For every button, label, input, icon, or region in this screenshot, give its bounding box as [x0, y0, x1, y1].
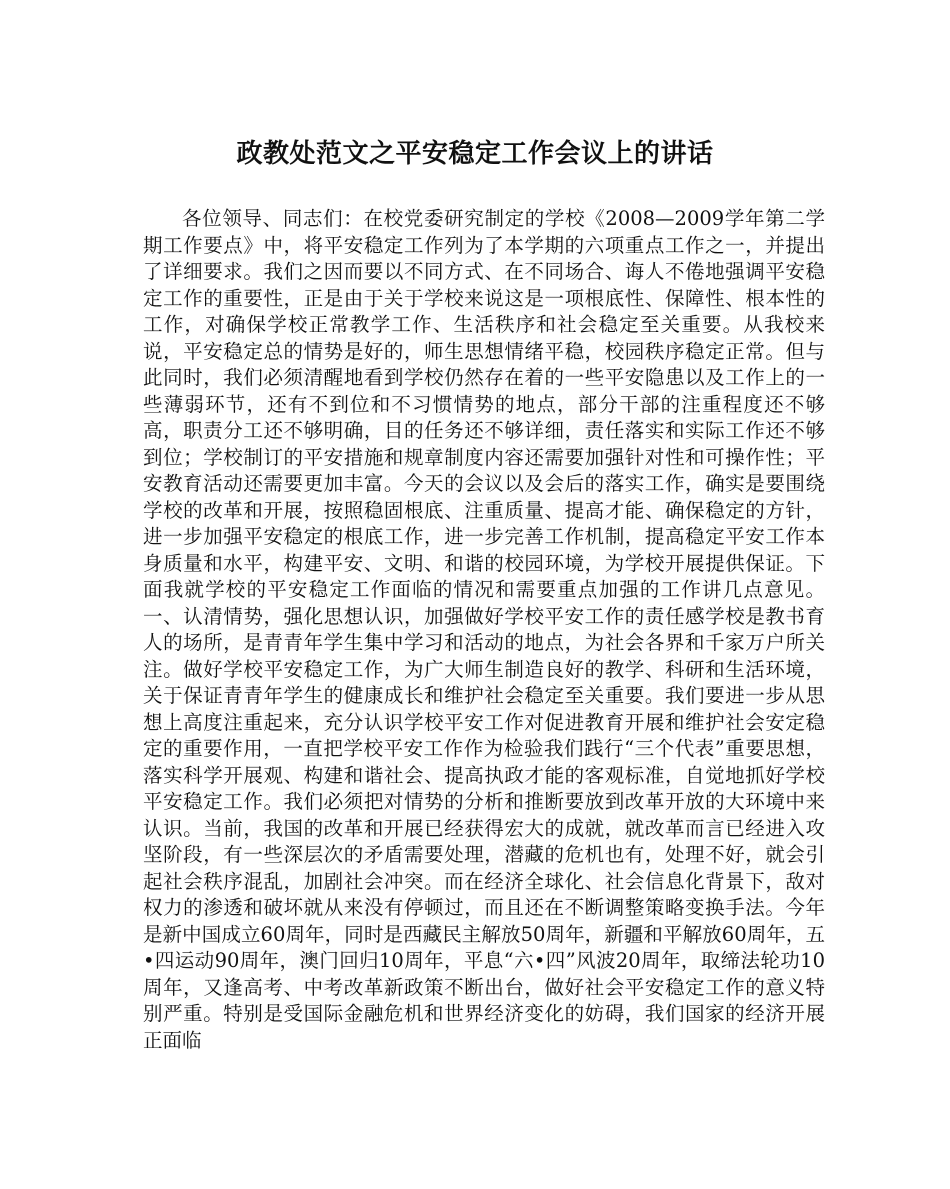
document-body-paragraph: 各位领导、同志们：在校党委研究制定的学校《2008—2009学年第二学期工作要点》中，将平安稳定工作列为了本学期的六项重点工作之一，并提出了详细要求。我们之因而要以不同方式、在不同场合、诲人不倦地强调平安稳定工作的重要性，正是由于关于学校来说这是一项根底性、保障性、根本性的工作，对确保学校正常教学工作、生活秩序和社会稳定至关重要。从我校来说，平安稳定总的情势是好的，师生思想情绪平稳，校园秩序稳定正常。但与此同时，我们必须清醒地看到学校仍然存在着的一些平安隐患以及工作上的一些薄弱环节，还有不到位和不习惯情势的地点，部分干部的注重程度还不够高，职责分工还不够明确，目的任务还不够详细，责任落实和实际工作还不够到位；学校制订的平安措施和规章制度内容还需要加强针对性和可操作性；平安教育活动还需要更加丰富。今天的会议以及会后的落实工作，确实是要围绕学校的改革和开展，按照稳固根底、注重质量、提高才能、确保稳定的方针，进一步加强平安稳定的根底工作，进一步完善工作机制，提高稳定平安工作本身质量和水平，构建平安、文明、和谐的校园环境，为学校开展提供保证。下面我就学校的平安稳定工作面临的情况和需要重点加强的工作讲几点意见。一、认清情势，强化思想认识，加强做好学校平安工作的责任感学校是教书育人的场所，是青青年学生集中学习和活动的地点，为社会各界和千家万户所关注。做好学校平安稳定工作，为广大师生制造良好的教学、科研和生活环境，关于保证青青年学生的健康成长和维护社会稳定至关重要。我们要进一步从思想上高度注重起来，充分认识学校平安工作对促进教育开展和维护社会安定稳定的重要作用，一直把学校平安工作作为检验我们践行“三个代表”重要思想，落实科学开展观、构建和谐社会、提高执政才能的客观标准，自觉地抓好学校平安稳定工作。我们必须把对情势的分析和推断要放到改革开放的大环境中来认识。当前，我国的改革和开展已经获得宏大的成就，就改革而言已经进入攻坚阶段，有一些深层次的矛盾需要处理，潜藏的危机也有，处理不好，就会引起社会秩序混乱，加剧社会冲突。而在经济全球化、社会信息化背景下，敌对权力的渗透和破坏就从来没有停顿过，而且还在不断调整策略变换手法。今年是新中国成立60周年，同时是西藏民主解放50周年，新疆和平解放60周年，五•四运动90周年，澳门回归10周年，平息“六•四”风波20周年，取缔法轮功10周年，又逢高考、中考改革新政策不断出台，做好社会平安稳定工作的意义特别严重。特别是受国际金融危机和世界经济变化的妨碍，我们国家的经济开展正面临: [143, 207, 825, 1052]
document-title: 政教处范文之平安稳定工作会议上的讲话: [236, 139, 714, 169]
